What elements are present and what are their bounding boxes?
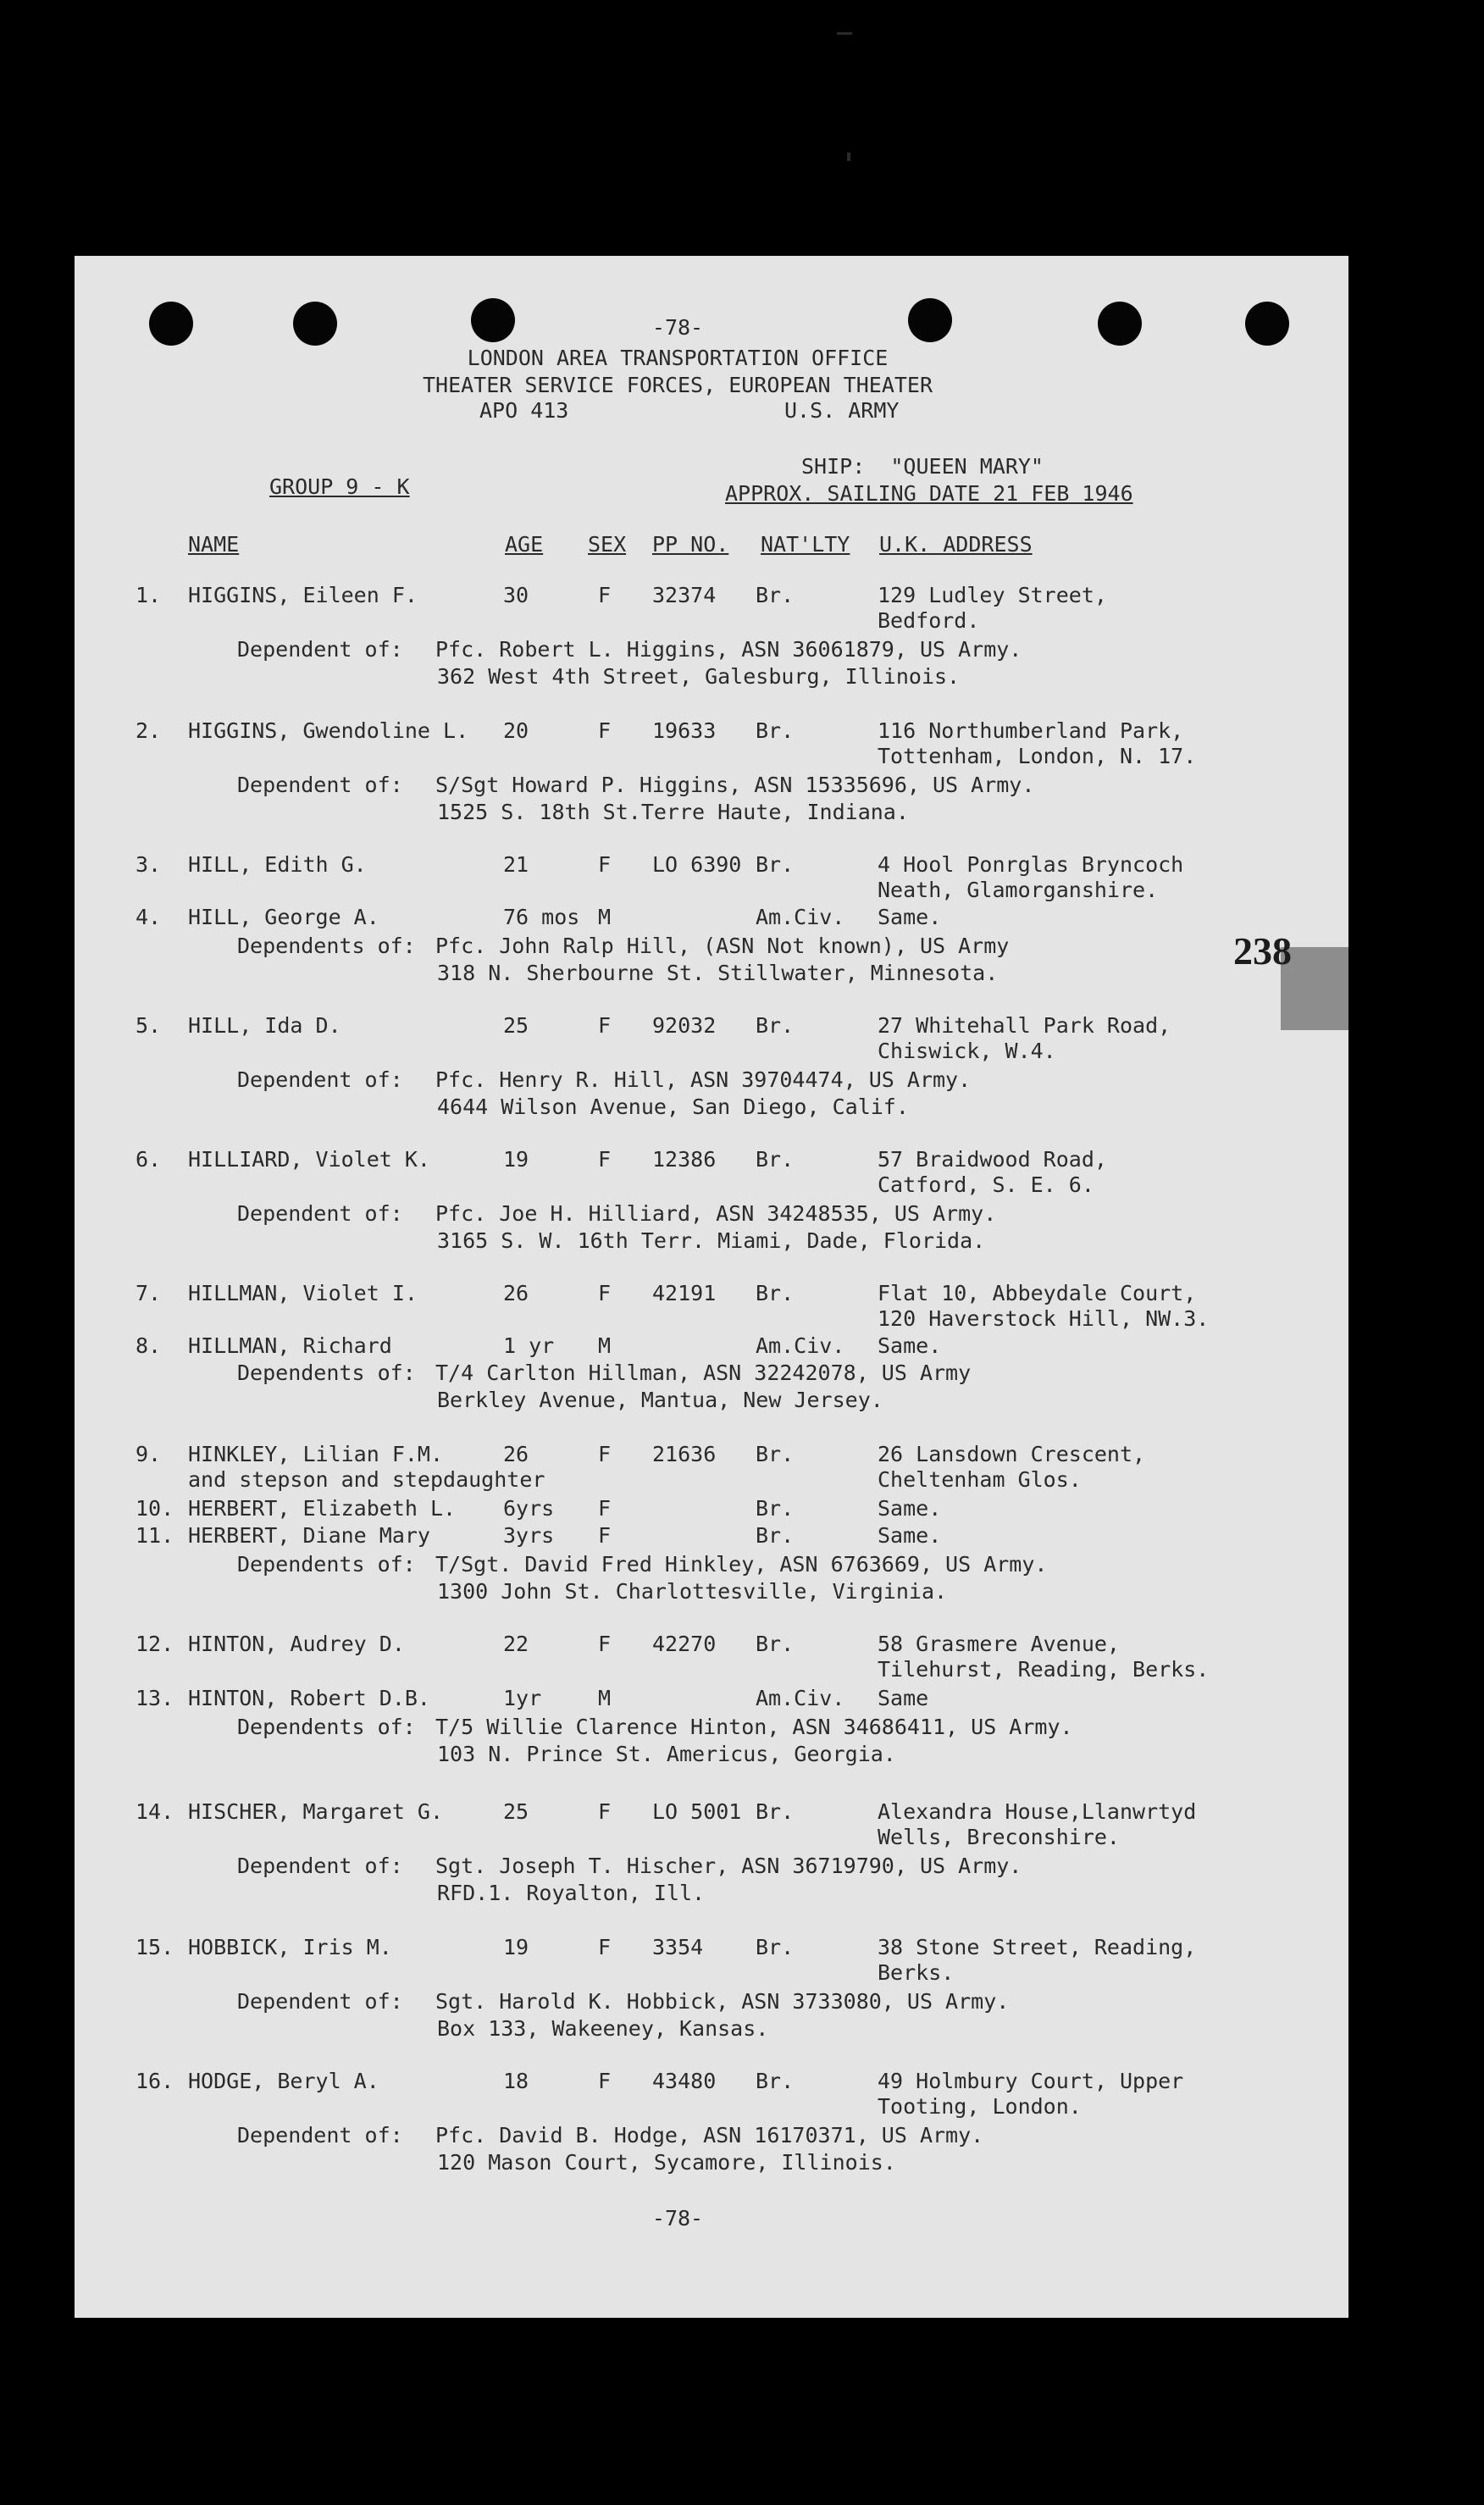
passenger-sex: F bbox=[598, 1281, 612, 1305]
passenger-nationality: Am.Civ. bbox=[756, 1333, 845, 1358]
sponsor-line2: 103 N. Prince St. Americus, Georgia. bbox=[437, 1742, 896, 1766]
passenger-sex: F bbox=[598, 1013, 612, 1038]
passenger-nationality: Br. bbox=[756, 852, 795, 877]
passenger-sex: F bbox=[598, 583, 612, 607]
uk-address-line1: Flat 10, Abbeydale Court, bbox=[878, 1281, 1197, 1305]
passport-number: 92032 bbox=[652, 1013, 717, 1038]
uk-address-line1: 49 Holmbury Court, Upper bbox=[878, 2069, 1184, 2093]
entry-number: 12. bbox=[136, 1632, 174, 1656]
passenger-sex: F bbox=[598, 2069, 612, 2093]
punch-hole bbox=[908, 298, 952, 342]
uk-address-line2: Bedford. bbox=[878, 608, 980, 633]
passenger-age: 30 bbox=[503, 583, 529, 607]
passenger-age: 1 yr bbox=[503, 1333, 555, 1358]
passenger-age: 1yr bbox=[503, 1686, 542, 1710]
passenger-nationality: Br. bbox=[756, 1523, 795, 1548]
passenger-nationality: Br. bbox=[756, 1442, 795, 1466]
passenger-sex: M bbox=[598, 905, 612, 929]
sponsor-line1: T/5 Willie Clarence Hinton, ASN 34686411, US Army. bbox=[435, 1715, 1073, 1739]
dependent-label: Dependents of: bbox=[237, 1552, 416, 1577]
passenger-age: 25 bbox=[503, 1013, 529, 1038]
header-line2: THEATER SERVICE FORCES, EUROPEAN THEATER bbox=[422, 373, 933, 397]
sponsor-line1: Pfc. Joe H. Hilliard, ASN 34248535, US Army. bbox=[435, 1201, 997, 1226]
column-header-sex: SEX bbox=[588, 532, 627, 557]
column-header-nationality: NAT'LTY bbox=[761, 532, 850, 557]
sponsor-line1: S/Sgt Howard P. Higgins, ASN 15335696, US Army. bbox=[435, 773, 1035, 797]
sponsor-line1: Pfc. David B. Hodge, ASN 16170371, US Army. bbox=[435, 2123, 984, 2148]
uk-address-line1: Alexandra House,Llanwrtyd bbox=[878, 1799, 1197, 1824]
dependent-label: Dependent of: bbox=[237, 1854, 403, 1878]
passenger-name: HINTON, Robert D.B. bbox=[188, 1686, 430, 1710]
passport-number: 43480 bbox=[652, 2069, 717, 2093]
passenger-name: HINTON, Audrey D. bbox=[188, 1632, 405, 1656]
passenger-age: 19 bbox=[503, 1935, 529, 1959]
uk-address-line1: 4 Hool Ponrglas Bryncoch bbox=[878, 852, 1184, 877]
column-header-pp-no: PP NO. bbox=[652, 532, 729, 557]
sponsor-line1: Sgt. Joseph T. Hischer, ASN 36719790, US Army. bbox=[435, 1854, 1022, 1878]
passport-number: LO 5001 bbox=[652, 1799, 742, 1824]
sponsor-line2: 1525 S. 18th St.Terre Haute, Indiana. bbox=[437, 800, 909, 824]
passenger-nationality: Br. bbox=[756, 1013, 795, 1038]
uk-address-line1: 129 Ludley Street, bbox=[878, 583, 1107, 607]
entry-number: 11. bbox=[136, 1523, 174, 1548]
group-label: GROUP 9 - K bbox=[269, 474, 410, 499]
passenger-age: 21 bbox=[503, 852, 529, 877]
passenger-sex: M bbox=[598, 1333, 612, 1358]
entry-number: 10. bbox=[136, 1496, 174, 1521]
uk-address-line1: Same. bbox=[878, 905, 942, 929]
sponsor-line2: Box 133, Wakeeney, Kansas. bbox=[437, 2016, 769, 2041]
passenger-age: 26 bbox=[503, 1281, 529, 1305]
sponsor-line1: Pfc. Robert L. Higgins, ASN 36061879, US Army. bbox=[435, 637, 1022, 662]
passenger-sex: F bbox=[598, 1799, 612, 1824]
uk-address-line1: Same bbox=[878, 1686, 929, 1710]
uk-address-line1: 38 Stone Street, Reading, bbox=[878, 1935, 1197, 1959]
uk-address-line2: Catford, S. E. 6. bbox=[878, 1172, 1094, 1197]
passenger-name: HERBERT, Elizabeth L. bbox=[188, 1496, 457, 1521]
passenger-nationality: Br. bbox=[756, 718, 795, 743]
entry-number: 13. bbox=[136, 1686, 174, 1710]
passenger-name: HILLMAN, Violet I. bbox=[188, 1281, 418, 1305]
entry-number: 16. bbox=[136, 2069, 174, 2093]
scan-mark bbox=[847, 152, 850, 161]
passenger-age: 22 bbox=[503, 1632, 529, 1656]
passenger-sex: F bbox=[598, 1935, 612, 1959]
uk-address-line2: Tilehurst, Reading, Berks. bbox=[878, 1657, 1210, 1682]
header-line1: LONDON AREA TRANSPORTATION OFFICE bbox=[467, 346, 889, 370]
dependent-label: Dependent of: bbox=[237, 1989, 403, 2014]
uk-address-line2: Neath, Glamorganshire. bbox=[878, 878, 1159, 902]
dependent-label: Dependent of: bbox=[237, 1201, 403, 1226]
passenger-name: HERBERT, Diane Mary bbox=[188, 1523, 430, 1548]
passport-number: 19633 bbox=[652, 718, 717, 743]
passenger-nationality: Br. bbox=[756, 1799, 795, 1824]
sponsor-line2: 3165 S. W. 16th Terr. Miami, Dade, Florida. bbox=[437, 1228, 986, 1253]
punch-hole bbox=[471, 298, 515, 342]
uk-address-line1: Same. bbox=[878, 1496, 942, 1521]
entry-number: 15. bbox=[136, 1935, 174, 1959]
sponsor-line2: Berkley Avenue, Mantua, New Jersey. bbox=[437, 1388, 883, 1412]
uk-address-line2: Cheltenham Glos. bbox=[878, 1467, 1082, 1492]
passenger-age: 18 bbox=[503, 2069, 529, 2093]
punch-hole bbox=[1098, 302, 1142, 346]
uk-address-line1: Same. bbox=[878, 1523, 942, 1548]
sponsor-line2: 362 West 4th Street, Galesburg, Illinois. bbox=[437, 664, 961, 689]
uk-address-line1: 58 Grasmere Avenue, bbox=[878, 1632, 1120, 1656]
passport-number: 32374 bbox=[652, 583, 717, 607]
dependent-label: Dependent of: bbox=[237, 773, 403, 797]
uk-address-line2: Wells, Breconshire. bbox=[878, 1825, 1120, 1849]
sponsor-line1: T/4 Carlton Hillman, ASN 32242078, US Army bbox=[435, 1361, 972, 1385]
passenger-nationality: Br. bbox=[756, 1632, 795, 1656]
passport-number: 3354 bbox=[652, 1935, 704, 1959]
passenger-name: HISCHER, Margaret G. bbox=[188, 1799, 444, 1824]
passenger-name: HILL, Ida D. bbox=[188, 1013, 341, 1038]
entry-number: 1. bbox=[136, 583, 162, 607]
entry-number: 4. bbox=[136, 905, 162, 929]
passenger-name: HILL, Edith G. bbox=[188, 852, 367, 877]
passenger-name-note: and stepson and stepdaughter bbox=[188, 1467, 545, 1492]
header-army: U.S. ARMY bbox=[784, 398, 900, 423]
sponsor-line2: 120 Mason Court, Sycamore, Illinois. bbox=[437, 2150, 896, 2175]
dependent-label: Dependents of: bbox=[237, 1715, 416, 1739]
passenger-name: HIGGINS, Eileen F. bbox=[188, 583, 418, 607]
column-header-age: AGE bbox=[505, 532, 544, 557]
header-apo: APO 413 bbox=[479, 398, 569, 423]
entry-number: 3. bbox=[136, 852, 162, 877]
scan-mark bbox=[837, 32, 852, 35]
passenger-nationality: Br. bbox=[756, 1281, 795, 1305]
passenger-age: 3yrs bbox=[503, 1523, 555, 1548]
sailing-date: APPROX. SAILING DATE 21 FEB 1946 bbox=[725, 481, 1133, 506]
dependent-label: Dependent of: bbox=[237, 1067, 403, 1092]
passenger-nationality: Am.Civ. bbox=[756, 1686, 845, 1710]
passenger-nationality: Br. bbox=[756, 583, 795, 607]
column-header-address: U.K. ADDRESS bbox=[879, 532, 1033, 557]
passenger-name: HOBBICK, Iris M. bbox=[188, 1935, 392, 1959]
uk-address-line2: Tottenham, London, N. 17. bbox=[878, 744, 1197, 768]
passenger-sex: F bbox=[598, 1147, 612, 1172]
passenger-sex: F bbox=[598, 1442, 612, 1466]
passenger-name: HODGE, Beryl A. bbox=[188, 2069, 379, 2093]
dependent-label: Dependent of: bbox=[237, 637, 403, 662]
uk-address-line1: Same. bbox=[878, 1333, 942, 1358]
sponsor-line2: 1300 John St. Charlottesville, Virginia. bbox=[437, 1579, 948, 1604]
passenger-nationality: Br. bbox=[756, 1496, 795, 1521]
passport-number: 42270 bbox=[652, 1632, 717, 1656]
uk-address-line2: Berks. bbox=[878, 1960, 955, 1985]
entry-number: 5. bbox=[136, 1013, 162, 1038]
entry-number: 14. bbox=[136, 1799, 174, 1824]
passenger-sex: F bbox=[598, 1523, 612, 1548]
passenger-age: 26 bbox=[503, 1442, 529, 1466]
entry-number: 2. bbox=[136, 718, 162, 743]
uk-address-line2: Chiswick, W.4. bbox=[878, 1039, 1056, 1063]
passenger-age: 20 bbox=[503, 718, 529, 743]
passenger-sex: F bbox=[598, 1496, 612, 1521]
dependent-label: Dependent of: bbox=[237, 2123, 403, 2148]
passport-number: LO 6390 bbox=[652, 852, 742, 877]
passenger-nationality: Am.Civ. bbox=[756, 905, 845, 929]
passenger-sex: F bbox=[598, 718, 612, 743]
passport-number: 12386 bbox=[652, 1147, 717, 1172]
column-header-name: NAME bbox=[188, 532, 240, 557]
passenger-name: HILL, George A. bbox=[188, 905, 379, 929]
punch-hole bbox=[149, 302, 193, 346]
passenger-name: HINKLEY, Lilian F.M. bbox=[188, 1442, 444, 1466]
sponsor-line2: 4644 Wilson Avenue, San Diego, Calif. bbox=[437, 1095, 909, 1119]
uk-address-line1: 26 Lansdown Crescent, bbox=[878, 1442, 1146, 1466]
sponsor-line1: T/Sgt. David Fred Hinkley, ASN 6763669, US Army. bbox=[435, 1552, 1048, 1577]
sponsor-line2: RFD.1. Royalton, Ill. bbox=[437, 1881, 706, 1905]
uk-address-line1: 116 Northumberland Park, bbox=[878, 718, 1184, 743]
passenger-name: HILLIARD, Violet K. bbox=[188, 1147, 430, 1172]
passenger-name: HIGGINS, Gwendoline L. bbox=[188, 718, 469, 743]
stamp-number: 238 bbox=[1233, 929, 1292, 973]
passenger-age: 19 bbox=[503, 1147, 529, 1172]
page-number-top: -78- bbox=[651, 315, 704, 340]
passenger-nationality: Br. bbox=[756, 1147, 795, 1172]
passenger-sex: F bbox=[598, 1632, 612, 1656]
passenger-name: HILLMAN, Richard bbox=[188, 1333, 392, 1358]
dependent-label: Dependents of: bbox=[237, 934, 416, 958]
passenger-age: 6yrs bbox=[503, 1496, 555, 1521]
page-number-bottom: -78- bbox=[651, 2206, 704, 2231]
passenger-nationality: Br. bbox=[756, 1935, 795, 1959]
passenger-nationality: Br. bbox=[756, 2069, 795, 2093]
entry-number: 6. bbox=[136, 1147, 162, 1172]
entry-number: 7. bbox=[136, 1281, 162, 1305]
uk-address-line1: 27 Whitehall Park Road, bbox=[878, 1013, 1171, 1038]
passenger-age: 76 mos bbox=[503, 905, 580, 929]
sponsor-line1: Sgt. Harold K. Hobbick, ASN 3733080, US Army. bbox=[435, 1989, 1010, 2014]
uk-address-line2: 120 Haverstock Hill, NW.3. bbox=[878, 1306, 1210, 1331]
uk-address-line1: 57 Braidwood Road, bbox=[878, 1147, 1107, 1172]
punch-hole bbox=[293, 302, 337, 346]
uk-address-line2: Tooting, London. bbox=[878, 2094, 1082, 2119]
ship-name: SHIP: "QUEEN MARY" bbox=[801, 454, 1044, 479]
entry-number: 9. bbox=[136, 1442, 162, 1466]
passenger-age: 25 bbox=[503, 1799, 529, 1824]
passport-number: 21636 bbox=[652, 1442, 717, 1466]
punch-hole bbox=[1245, 302, 1289, 346]
passenger-sex: M bbox=[598, 1686, 612, 1710]
sponsor-line2: 318 N. Sherbourne St. Stillwater, Minnesota. bbox=[437, 961, 999, 985]
sponsor-line1: Pfc. John Ralp Hill, (ASN Not known), US Army bbox=[435, 934, 1010, 958]
passenger-sex: F bbox=[598, 852, 612, 877]
dependent-label: Dependents of: bbox=[237, 1361, 416, 1385]
entry-number: 8. bbox=[136, 1333, 162, 1358]
sponsor-line1: Pfc. Henry R. Hill, ASN 39704474, US Army. bbox=[435, 1067, 972, 1092]
passport-number: 42191 bbox=[652, 1281, 717, 1305]
